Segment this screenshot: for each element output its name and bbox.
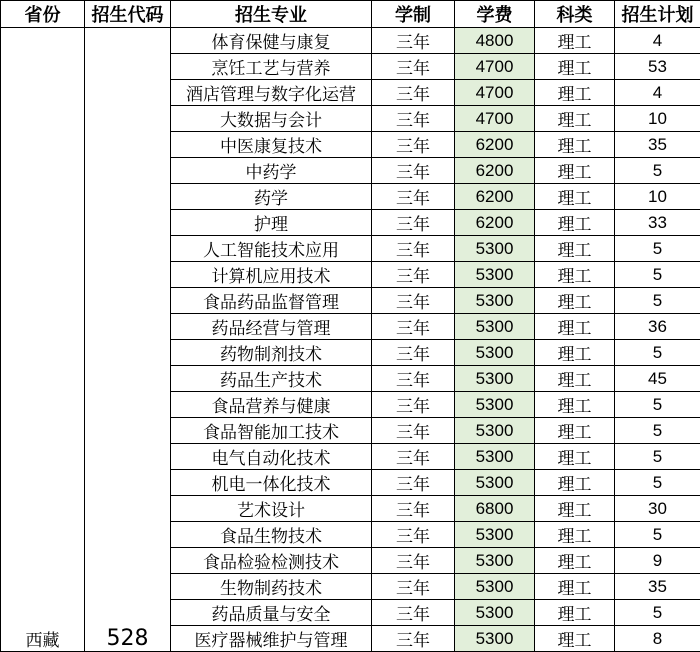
- category-cell[interactable]: 理工: [535, 522, 615, 548]
- fee-cell[interactable]: 4700: [455, 80, 535, 106]
- province-cell[interactable]: 西藏: [1, 28, 85, 652]
- major-cell[interactable]: 食品智能加工技术: [171, 418, 372, 444]
- fee-cell[interactable]: 4700: [455, 106, 535, 132]
- category-cell[interactable]: 理工: [535, 418, 615, 444]
- category-cell[interactable]: 理工: [535, 132, 615, 158]
- fee-cell[interactable]: 5300: [455, 418, 535, 444]
- plan-cell[interactable]: 53: [615, 54, 700, 80]
- plan-cell[interactable]: 35: [615, 132, 700, 158]
- header-category[interactable]: 科类: [535, 1, 615, 28]
- duration-cell[interactable]: 三年: [372, 340, 455, 366]
- header-duration[interactable]: 学制: [372, 1, 455, 28]
- plan-cell[interactable]: 10: [615, 106, 700, 132]
- plan-cell[interactable]: 10: [615, 184, 700, 210]
- category-cell[interactable]: 理工: [535, 184, 615, 210]
- duration-cell[interactable]: 三年: [372, 314, 455, 340]
- category-cell[interactable]: 理工: [535, 288, 615, 314]
- category-cell[interactable]: 理工: [535, 626, 615, 652]
- category-cell[interactable]: 理工: [535, 496, 615, 522]
- major-cell[interactable]: 计算机应用技术: [171, 262, 372, 288]
- plan-cell[interactable]: 35: [615, 574, 700, 600]
- plan-cell[interactable]: 8: [615, 626, 700, 652]
- duration-cell[interactable]: 三年: [372, 210, 455, 236]
- major-cell[interactable]: 食品营养与健康: [171, 392, 372, 418]
- major-cell[interactable]: 中药学: [171, 158, 372, 184]
- plan-cell[interactable]: 36: [615, 314, 700, 340]
- plan-cell[interactable]: 5: [615, 418, 700, 444]
- major-cell[interactable]: 酒店管理与数字化运营: [171, 80, 372, 106]
- plan-cell[interactable]: 9: [615, 548, 700, 574]
- category-cell[interactable]: 理工: [535, 574, 615, 600]
- fee-cell[interactable]: 5300: [455, 574, 535, 600]
- plan-cell[interactable]: 5: [615, 600, 700, 626]
- duration-cell[interactable]: 三年: [372, 574, 455, 600]
- major-cell[interactable]: 医疗器械维护与管理: [171, 626, 372, 652]
- fee-cell[interactable]: 5300: [455, 288, 535, 314]
- category-cell[interactable]: 理工: [535, 158, 615, 184]
- header-major[interactable]: 招生专业: [171, 1, 372, 28]
- duration-cell[interactable]: 三年: [372, 106, 455, 132]
- table-row: [1, 28, 700, 54]
- fee-cell[interactable]: 6200: [455, 158, 535, 184]
- fee-cell[interactable]: 5300: [455, 236, 535, 262]
- duration-cell[interactable]: 三年: [372, 626, 455, 652]
- category-cell[interactable]: 理工: [535, 262, 615, 288]
- header-fee[interactable]: 学费: [455, 1, 535, 28]
- plan-cell[interactable]: 5: [615, 340, 700, 366]
- category-cell[interactable]: 理工: [535, 470, 615, 496]
- major-cell[interactable]: 体育保健与康复: [171, 28, 372, 54]
- major-cell[interactable]: 机电一体化技术: [171, 470, 372, 496]
- fee-cell[interactable]: 5300: [455, 548, 535, 574]
- major-cell[interactable]: 药学: [171, 184, 372, 210]
- category-cell[interactable]: 理工: [535, 28, 615, 54]
- plan-cell[interactable]: 5: [615, 288, 700, 314]
- category-cell[interactable]: 理工: [535, 340, 615, 366]
- duration-cell[interactable]: 三年: [372, 158, 455, 184]
- major-cell[interactable]: 电气自动化技术: [171, 444, 372, 470]
- plan-cell[interactable]: 30: [615, 496, 700, 522]
- fee-cell[interactable]: 6200: [455, 184, 535, 210]
- major-cell[interactable]: 药品生产技术: [171, 366, 372, 392]
- category-cell[interactable]: 理工: [535, 80, 615, 106]
- fee-cell[interactable]: 6200: [455, 210, 535, 236]
- duration-cell[interactable]: 三年: [372, 288, 455, 314]
- major-cell[interactable]: 药品经营与管理: [171, 314, 372, 340]
- plan-cell[interactable]: 4: [615, 80, 700, 106]
- fee-cell[interactable]: 5300: [455, 444, 535, 470]
- duration-cell[interactable]: 三年: [372, 522, 455, 548]
- major-cell[interactable]: 人工智能技术应用: [171, 236, 372, 262]
- header-province[interactable]: 省份: [1, 1, 85, 28]
- fee-cell[interactable]: 5300: [455, 262, 535, 288]
- duration-cell[interactable]: 三年: [372, 132, 455, 158]
- plan-cell[interactable]: 5: [615, 522, 700, 548]
- major-cell[interactable]: 药品质量与安全: [171, 600, 372, 626]
- major-cell[interactable]: 食品药品监督管理: [171, 288, 372, 314]
- major-cell[interactable]: 烹饪工艺与营养: [171, 54, 372, 80]
- major-cell[interactable]: 生物制药技术: [171, 574, 372, 600]
- fee-cell[interactable]: 6200: [455, 132, 535, 158]
- duration-cell[interactable]: 三年: [372, 54, 455, 80]
- plan-cell[interactable]: 5: [615, 158, 700, 184]
- plan-cell[interactable]: 45: [615, 366, 700, 392]
- duration-cell[interactable]: 三年: [372, 548, 455, 574]
- major-cell[interactable]: 中医康复技术: [171, 132, 372, 158]
- fee-cell[interactable]: 5300: [455, 522, 535, 548]
- fee-cell[interactable]: 4700: [455, 54, 535, 80]
- duration-cell[interactable]: 三年: [372, 80, 455, 106]
- duration-cell[interactable]: 三年: [372, 392, 455, 418]
- fee-cell[interactable]: 5300: [455, 600, 535, 626]
- major-cell[interactable]: 护理: [171, 210, 372, 236]
- major-cell[interactable]: 食品检验检测技术: [171, 548, 372, 574]
- plan-cell[interactable]: 5: [615, 262, 700, 288]
- header-code[interactable]: 招生代码: [85, 1, 171, 28]
- duration-cell[interactable]: 三年: [372, 262, 455, 288]
- duration-cell[interactable]: 三年: [372, 366, 455, 392]
- table-body: [1, 28, 700, 652]
- category-cell[interactable]: 理工: [535, 366, 615, 392]
- plan-cell[interactable]: 5: [615, 236, 700, 262]
- category-cell[interactable]: 理工: [535, 106, 615, 132]
- plan-cell[interactable]: 5: [615, 470, 700, 496]
- duration-cell[interactable]: 三年: [372, 600, 455, 626]
- category-cell[interactable]: 理工: [535, 314, 615, 340]
- category-cell[interactable]: 理工: [535, 54, 615, 80]
- plan-cell[interactable]: 5: [615, 444, 700, 470]
- duration-cell[interactable]: 三年: [372, 496, 455, 522]
- category-cell[interactable]: 理工: [535, 392, 615, 418]
- major-cell[interactable]: 药物制剂技术: [171, 340, 372, 366]
- fee-cell[interactable]: 6800: [455, 496, 535, 522]
- category-cell[interactable]: 理工: [535, 210, 615, 236]
- category-cell[interactable]: 理工: [535, 600, 615, 626]
- plan-cell[interactable]: 4: [615, 28, 700, 54]
- duration-cell[interactable]: 三年: [372, 444, 455, 470]
- fee-cell[interactable]: 5300: [455, 470, 535, 496]
- fee-cell[interactable]: 5300: [455, 340, 535, 366]
- header-row: [1, 1, 700, 28]
- major-cell[interactable]: 大数据与会计: [171, 106, 372, 132]
- fee-cell[interactable]: 5300: [455, 366, 535, 392]
- fee-cell[interactable]: 5300: [455, 626, 535, 652]
- header-plan[interactable]: 招生计划: [615, 1, 700, 28]
- category-cell[interactable]: 理工: [535, 236, 615, 262]
- duration-cell[interactable]: 三年: [372, 236, 455, 262]
- duration-cell[interactable]: 三年: [372, 470, 455, 496]
- fee-cell[interactable]: 5300: [455, 392, 535, 418]
- duration-cell[interactable]: 三年: [372, 418, 455, 444]
- plan-cell[interactable]: 5: [615, 392, 700, 418]
- category-cell[interactable]: 理工: [535, 548, 615, 574]
- fee-cell[interactable]: 4800: [455, 28, 535, 54]
- category-cell[interactable]: 理工: [535, 444, 615, 470]
- plan-cell[interactable]: 33: [615, 210, 700, 236]
- major-cell[interactable]: 艺术设计: [171, 496, 372, 522]
- fee-cell[interactable]: 5300: [455, 314, 535, 340]
- major-cell[interactable]: 食品生物技术: [171, 522, 372, 548]
- code-cell[interactable]: 528: [85, 28, 171, 652]
- duration-cell[interactable]: 三年: [372, 28, 455, 54]
- duration-cell[interactable]: 三年: [372, 184, 455, 210]
